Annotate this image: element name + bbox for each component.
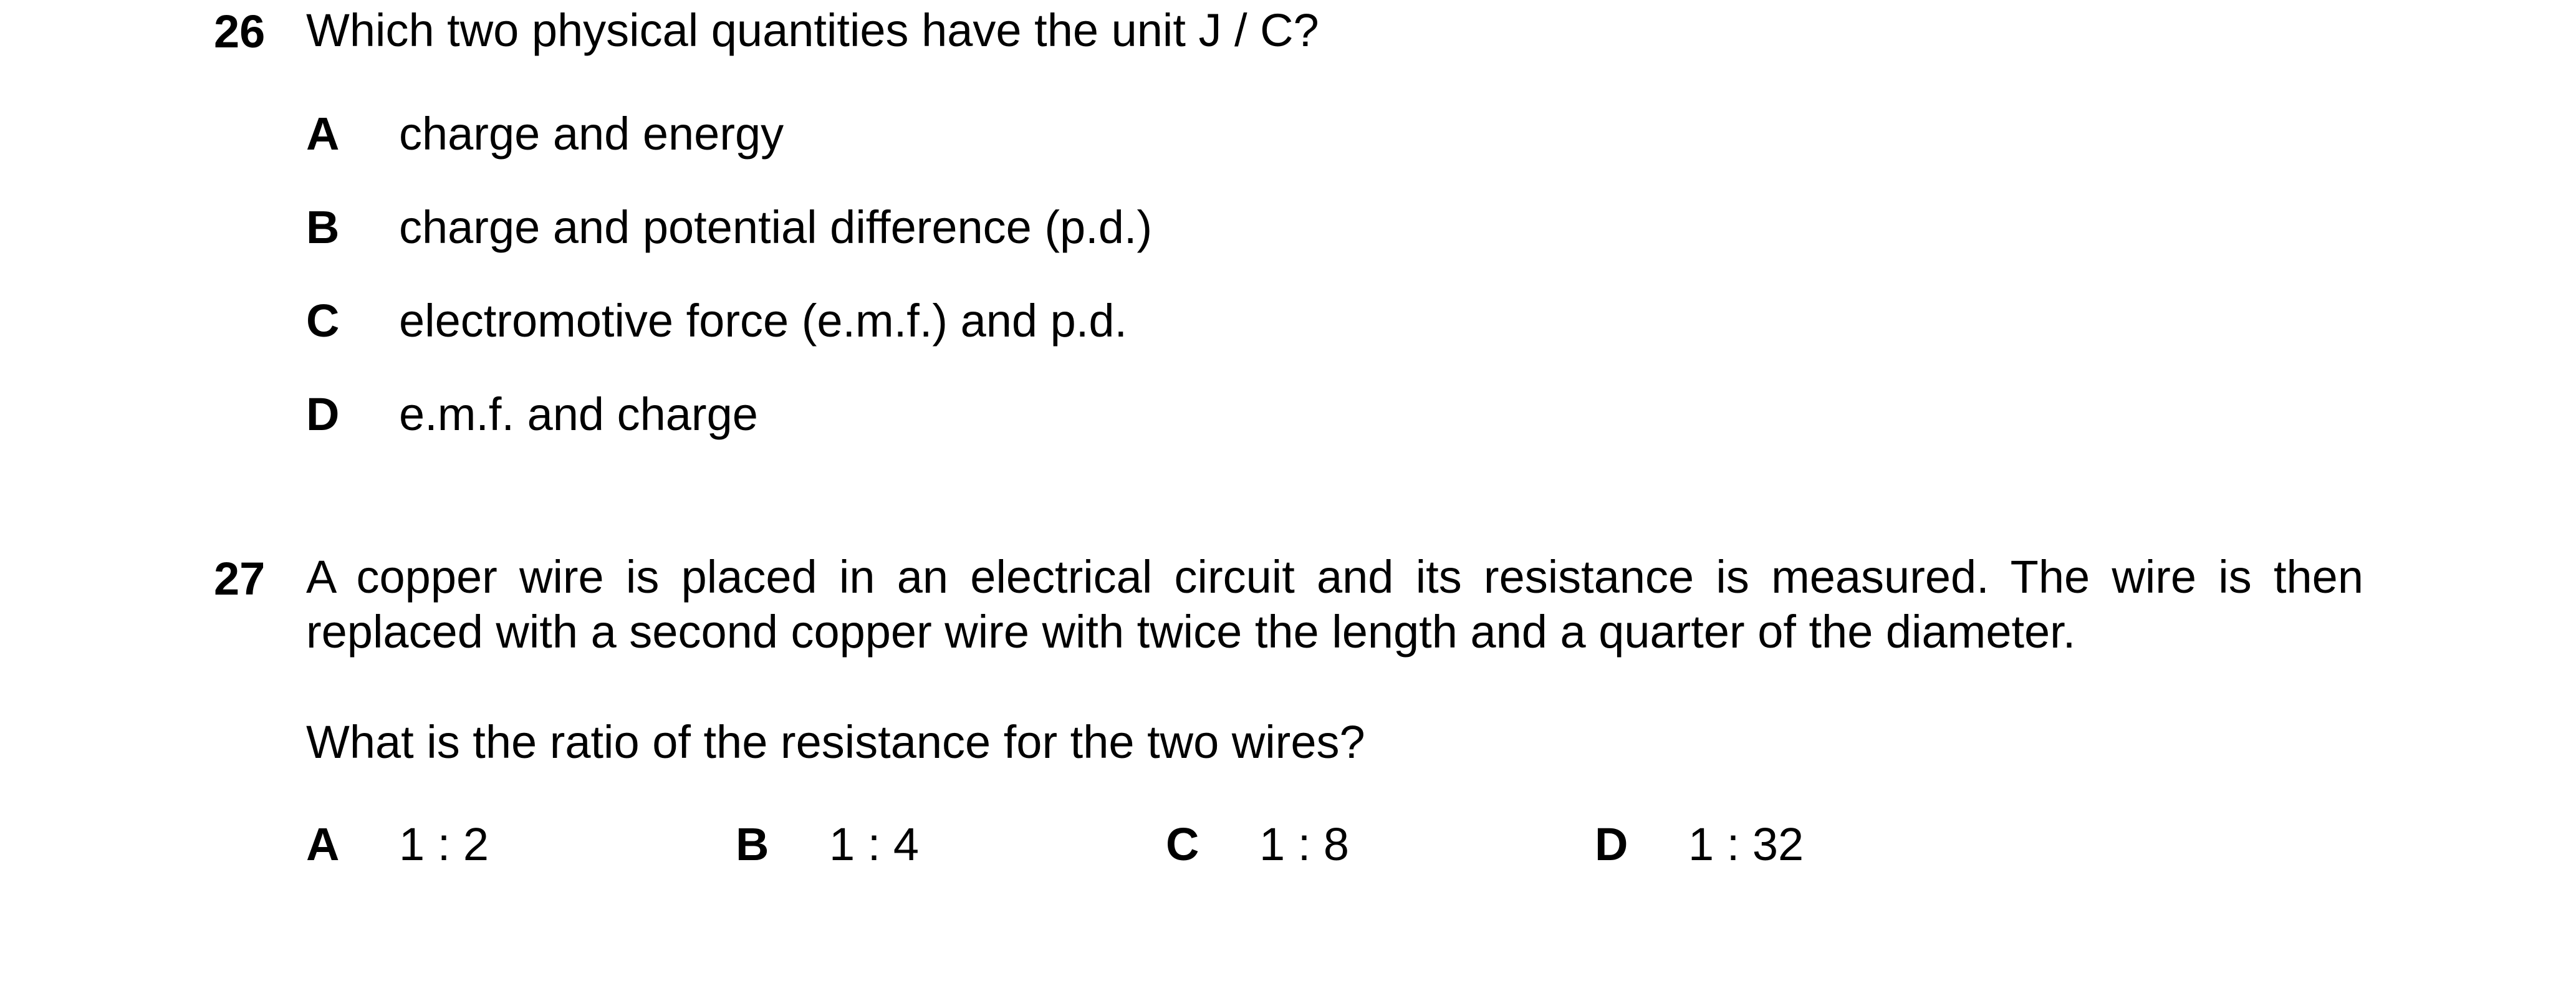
option-letter-d: D bbox=[306, 388, 340, 440]
option-text-d: e.m.f. and charge bbox=[399, 388, 758, 440]
option-letter-a: A bbox=[306, 818, 340, 870]
option-text-c: electromotive force (e.m.f.) and p.d. bbox=[399, 295, 1128, 347]
option-letter-a: A bbox=[306, 108, 340, 160]
option-text-a: charge and energy bbox=[399, 108, 784, 160]
option-text-a: 1 : 2 bbox=[399, 818, 489, 870]
option-text-c: 1 : 8 bbox=[1259, 818, 1349, 870]
option-letter-c: C bbox=[1166, 818, 1199, 870]
question-number: 27 bbox=[214, 553, 266, 605]
question-prompt: What is the ratio of the resistance for the two wires? bbox=[306, 716, 1365, 768]
option-text-b: 1 : 4 bbox=[829, 818, 919, 870]
option-letter-c: C bbox=[306, 295, 340, 347]
question-number: 26 bbox=[214, 6, 266, 57]
option-text-b: charge and potential difference (p.d.) bbox=[399, 201, 1153, 253]
question-text: Which two physical quantities have the unit J / C? bbox=[306, 4, 1319, 56]
option-letter-b: B bbox=[736, 818, 769, 870]
question-text: A copper wire is placed in an electrical circuit and its resistance is measured. The wire is then replaced with a second copper wire with twice the length and a quarter of the diameter. bbox=[306, 551, 2363, 658]
option-letter-b: B bbox=[306, 201, 340, 253]
option-text-d: 1 : 32 bbox=[1688, 818, 1804, 870]
option-letter-d: D bbox=[1595, 818, 1628, 870]
